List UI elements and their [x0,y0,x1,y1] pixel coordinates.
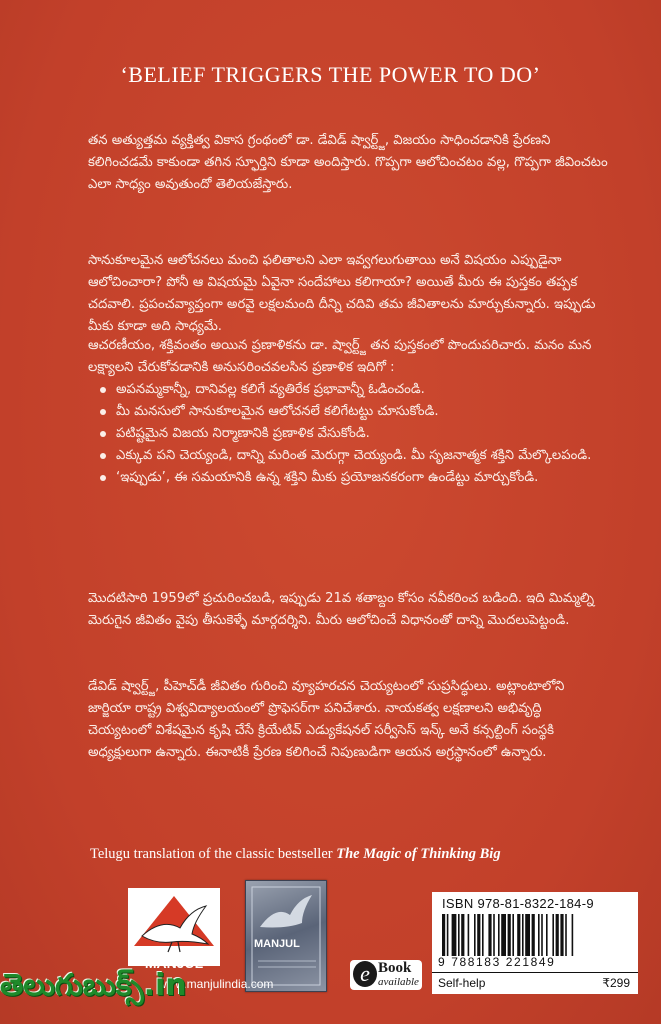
panel-divider [432,972,638,973]
barcode-digits: 9 788183 221849 [438,955,556,969]
description-paragraph-1: తన అత్యుత్తమ వ్యక్తిత్వ వికాస గ్రంథంలో డా. డేవిడ్ ష్వార్ట్జ్, విజయం సాధించడానికి ప్రేరణని కలిగించడమే కాకుండా తగిన స్ఫూర్తిని కూడా అందిస్తారు. గొప్పగా ఆలోచించటం వల్ల, గొప్పగా జీవించటం ఎలా సాధ్యం అవుతుందో తెలియజేస్తారు. [88,133,608,192]
plan-bullet: ఎక్కువ పని చెయ్యండి, దాన్ని మరింత మెరుగ్గా చెయ్యండి. మీ సృజనాత్మక శక్తిని మేల్కొలపండి. [88,445,608,467]
original-title: The Magic of Thinking Big [336,846,501,862]
isbn-text: ISBN 978-81-8322-184-9 [442,896,594,911]
plan-bullet: అపనమ్మకాన్నీ, దానివల్ల కలిగే వ్యతిరేక ప్రభావాన్నీ ఓడించండి. [88,379,608,401]
price-label: ₹299 [602,976,630,990]
translation-note [90,846,610,863]
plan-bullet: ‘ఇప్పుడు’, ఈ సమయానికి ఉన్న శక్తిని మీకు ప్రయోజనకరంగా ఉండేట్టు మార్చుకోండి. [88,467,608,489]
headline: ‘BELIEF TRIGGERS THE POWER TO DO’ [120,62,541,87]
site-watermark: తెలుగుబుక్స్.in [0,968,187,1003]
hologram-stamp [245,880,327,992]
publisher-url: www.manjulindia.com [158,977,274,991]
stamp-label: MANJUL [254,938,300,950]
barcode-icon [442,914,630,956]
plan-bullet-list [88,379,608,489]
plan-intro: ఆచరణీయం, శక్తివంతం అయిన ప్రణాళికను డా. ష్వార్ట్జ్ తన పుస్తకంలో పొందుపరిచారు. మనం మన లక్ష్యాలని చేరుకోవడానికి అనుసరించవలసిన ప్రణాళిక ఇదిగో : [88,338,592,375]
translation-prefix: Telugu translation of the classic bestseller [90,846,337,862]
publisher-name: MANJUL [144,955,204,971]
plan-bullet: పటిష్టమైన విజయ నిర్మాణానికి ప్రణాళిక వేసుకోండి. [88,423,608,445]
hologram-bird-icon [246,881,326,991]
ebook-word: Book [378,960,412,976]
ebook-e-icon: e [353,961,377,987]
description-paragraph-2: సానుకూలమైన ఆలోచనలు మంచి ఫలితాలని ఎలా ఇవ్వగలుగుతాయి అనే విషయం ఎప్పుడైనా ఆలోచించారా? పోనీ ఆ విషయమై ఏవైనా సందేహాలు కలిగాయా? అయితే మీరు ఈ పుస్తకం తప్పక చదవాలి. ప్రపంచవ్యాప్తంగా అరవై లక్షలమంది దీన్ని చదివి తమ జీవితాలను మార్చుకున్నారు. ఇప్పుడు మీకు కూడా అది సాధ్యమే. [88,253,596,334]
ebook-available: available [378,976,419,988]
barcode-panel [432,892,638,994]
publication-paragraph: మొదటిసారి 1959లో ప్రచురించబడి, ఇప్పుడు 21వ శతాబ్దం కోసం నవీకరించ బడింది. ఇది మిమ్మల్ని మెరుగైన జీవితం వైపు తీసుకెళ్ళే మార్గదర్శిని. మీరు ఆలోచించే విధానంతో దాన్ని మొదలుపెట్టండి. [88,591,595,628]
plan-section [88,335,608,489]
plan-bullet: మీ మనసులో సానుకూలమైన ఆలోచనలే కలిగేటట్టు చూసుకోండి. [88,401,608,423]
ebook-badge [350,960,422,990]
author-bio-paragraph: డేవిడ్ ష్వార్ట్జ్, పీహెచ్‌డీ జీవితం గురించి వ్యూహరచన చెయ్యటంలో సుప్రసిద్ధులు. అట్లాంటాలోని జార్జియా రాష్ట్ర విశ్వవిద్యాలయంలో ప్రొఫెసర్‌గా పనిచేశారు. నాయకత్వ లక్షణాలని అభివృద్ధి చెయ్యటంలో విశేషమైన కృషి చేసే క్రియేటివ్ ఎడ్యుకేషనల్ సర్వీసెస్ ఇన్క్ అనే కన్సల్టింగ్ సంస్థకి అధ్యక్షులుగా ఉన్నారు. ఈనాటికీ ప్రేరణ కలిగించే నిపుణుడిగా ఆయన అగ్రస్థానంలో ఉన్నారు. [88,679,565,760]
category-label: Self-help [438,976,486,990]
